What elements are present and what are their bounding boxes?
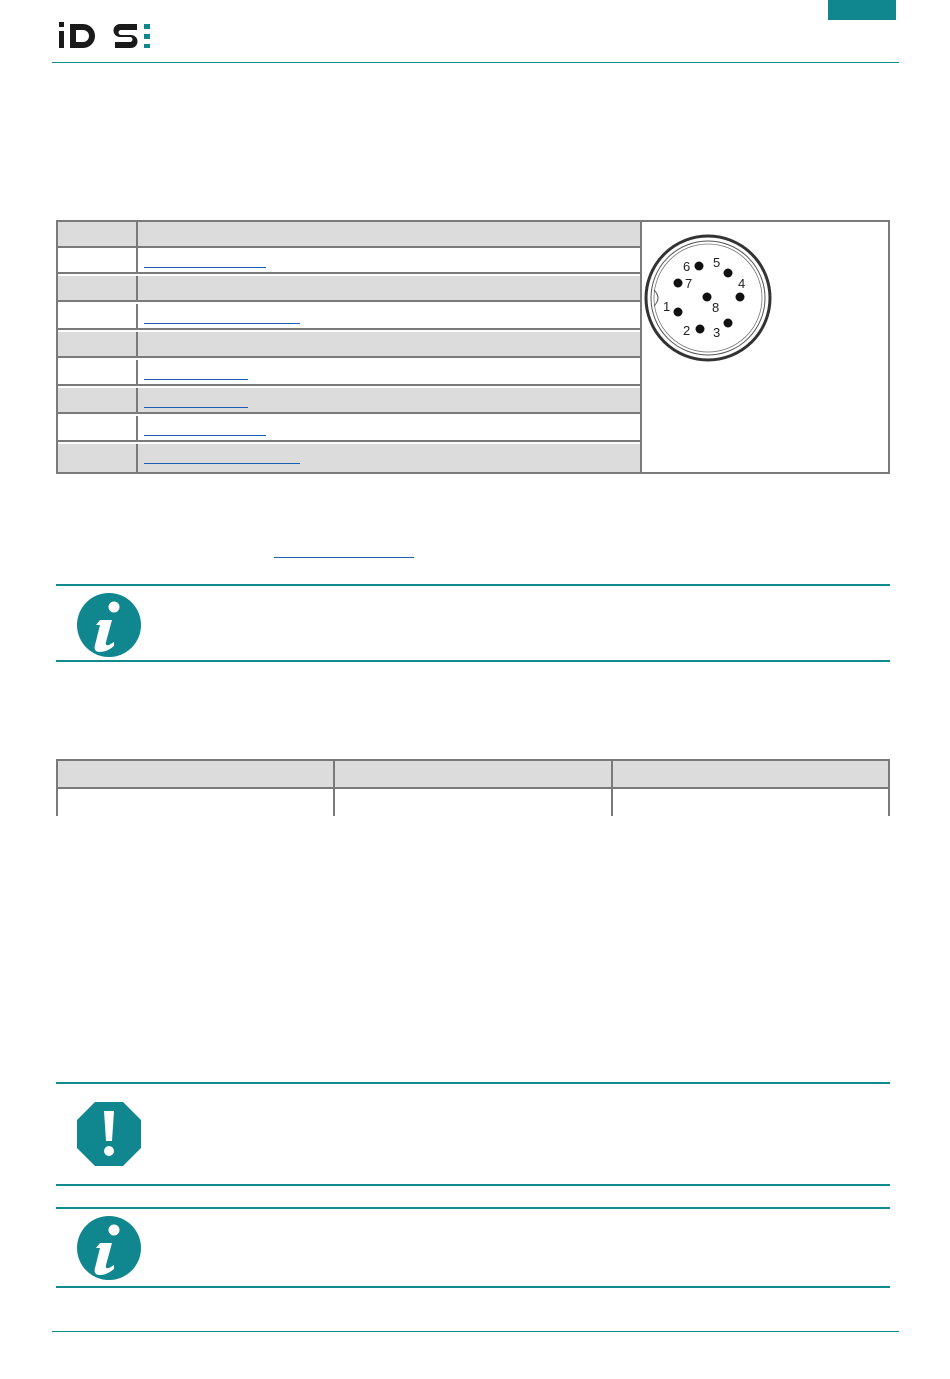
- table-cell: [58, 248, 138, 272]
- table-row: [58, 789, 888, 816]
- pin-label: 3: [713, 325, 721, 340]
- footer-divider: [52, 1331, 899, 1332]
- table-cell: [58, 332, 138, 356]
- table-cell: [58, 304, 138, 328]
- pin-label: 6: [683, 259, 691, 274]
- table-cell: [58, 789, 335, 816]
- connector-diagram-cell: [640, 222, 888, 472]
- table-cell: [58, 276, 138, 300]
- note-bottom-rule: [56, 1184, 890, 1186]
- table-cell: [138, 388, 640, 412]
- header-badge: [828, 0, 896, 20]
- table-row: [58, 388, 640, 414]
- table-row: [58, 360, 640, 386]
- note-bottom-rule: [56, 660, 890, 662]
- note-top-rule: [56, 1082, 890, 1084]
- table-cell: [138, 332, 640, 356]
- pin-label: 8: [712, 300, 720, 315]
- table-cell: [58, 360, 138, 384]
- table-row: [58, 332, 640, 358]
- table-header-row: [58, 222, 640, 248]
- info-icon: [76, 592, 142, 658]
- warning-icon: [76, 1101, 142, 1167]
- pin-label: 4: [738, 276, 746, 291]
- cross-reference-link[interactable]: [144, 323, 300, 324]
- table-row: [58, 304, 640, 330]
- header-cell: [58, 761, 335, 787]
- table-cell: [138, 276, 640, 300]
- cross-reference-link[interactable]: [144, 407, 248, 408]
- cross-reference-link[interactable]: [144, 463, 300, 464]
- table-cell: [335, 789, 613, 816]
- table-header-row: [58, 761, 888, 789]
- pin-assignment-table: [56, 220, 890, 474]
- pin-label: 1: [663, 299, 671, 314]
- pin-label: 2: [683, 323, 691, 338]
- info-icon: [76, 1215, 142, 1281]
- specification-table: [56, 759, 890, 816]
- table-row: [58, 444, 640, 472]
- ids-logo: [57, 18, 157, 54]
- table-row: [58, 416, 640, 442]
- table-row: [58, 248, 640, 274]
- cross-reference-link[interactable]: [144, 435, 266, 436]
- table-cell: [138, 444, 640, 472]
- header-divider: [52, 62, 899, 63]
- note-bottom-rule: [56, 1286, 890, 1288]
- header-cell: [335, 761, 613, 787]
- table-cell: [138, 416, 640, 440]
- table-cell: [58, 416, 138, 440]
- table-row: [58, 276, 640, 302]
- cross-reference-link[interactable]: [144, 379, 248, 380]
- header-cell-pin: [58, 222, 138, 246]
- table-cell: [58, 388, 138, 412]
- pin-label: 5: [713, 255, 721, 270]
- header-cell-description: [138, 222, 640, 246]
- table-cell: [613, 789, 888, 816]
- inline-link[interactable]: [274, 557, 414, 558]
- pin-label: 7: [685, 276, 693, 291]
- header-cell: [613, 761, 888, 787]
- table-cell: [58, 444, 138, 472]
- note-top-rule: [56, 1207, 890, 1209]
- connector-pinout-diagram: [642, 232, 782, 372]
- table-cell: [138, 304, 640, 328]
- table-cell: [138, 360, 640, 384]
- table-cell: [138, 248, 640, 272]
- cross-reference-link[interactable]: [144, 267, 266, 268]
- note-top-rule: [56, 584, 890, 586]
